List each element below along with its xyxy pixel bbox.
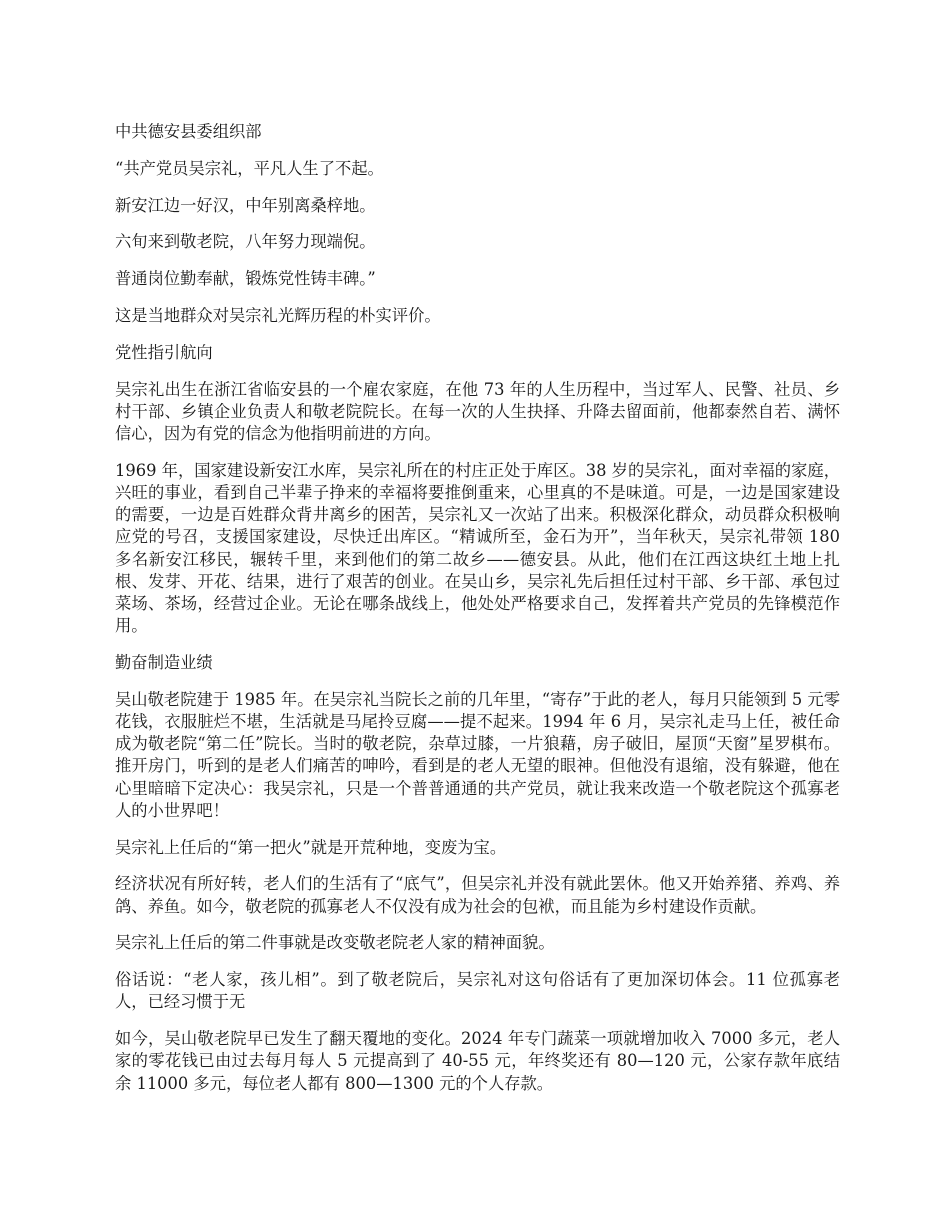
body-paragraph: 1969 年，国家建设新安江水库，吴宗礼所在的村庄正处于库区。38 岁的吴宗礼，面对幸福的家庭，兴旺的事业，看到自己半辈子挣来的幸福将要推倒重来，心里真的不是味道。可是，一边是国家建设的需要，一边是百姓群众背井离乡的困苦，吴宗礼又一次站了出来。积极深化群众，动员群众积极响应党的号召，支援国家建设，尽快迁出库区。“精诚所至，金石为开”，当年秋天，吴宗礼带领 180 多名新安江移民，辗转千里，来到他们的第二故乡——德安县。从此，他们在江西这块红土地上扎根、发芽、开花、结果，进行了艰苦的创业。在吴山乡，吴宗礼先后担任过村干部、乡干部、承包过菜场、茶场，经营过企业。无论在哪条战线上，他处处严格要求自己，发挥着共产党员的先锋模范作用。 — [115, 460, 840, 636]
body-paragraph: 这是当地群众对吴宗礼光辉历程的朴实评价。 — [115, 305, 441, 325]
poem-line: 普通岗位勤奉献，锻炼党性铸丰碑。” — [115, 269, 376, 289]
body-paragraph: 如今，吴山敬老院早已发生了翻天覆地的变化。2024 年专门蔬菜一项就增加收入 7000 多元，老人家的零花钱已由过去每月每人 5 元提高到了 40-55 元，年终奖还有 80—120 元，公家存款年底结余 11000 多元，每位老人都有 800—1300 元的个人存款。 — [115, 1029, 840, 1093]
author-line: 中共德安县委组织部 — [115, 122, 262, 141]
section-heading: 勤奋制造业绩 — [115, 653, 213, 672]
poem-line: “共产党员吴宗礼，平凡人生了不起。 — [115, 158, 384, 178]
section-heading: 党性指引航向 — [115, 342, 213, 362]
body-paragraph: 俗话说：“老人家，孩儿相”。到了敬老院后，吴宗礼对这句俗话有了更加深切体会。11 位孤寡老人，已经习惯于无 — [115, 970, 840, 1012]
poem-line: 六旬来到敬老院，八年努力现端倪。 — [115, 232, 376, 252]
document-body — [115, 121, 840, 1109]
poem-line: 新安江边一好汉，中年别离桑梓地。 — [115, 195, 376, 215]
body-paragraph: 吴山敬老院建于 1985 年。在吴宗礼当院长之前的几年里，“寄存”于此的老人，每月只能领到 5 元零花钱，衣服脏烂不堪，生活就是马尾拎豆腐——提不起来。1994 年 6 月，吴宗礼走马上任，被任命成为敬老院“第二任”院长。当时的敬老院，杂草过膝，一片狼藉，房子破旧，屋顶“天窗”星罗棋布。推开房门，听到的是老人们痛苦的呻吟，看到是的老人无望的眼神。但他没有退缩，没有躲避，他在心里暗暗下定决心：我吴宗礼，只是一个普普通通的共产党员，就让我来改造一个敬老院这个孤寡老人的小世界吧！ — [115, 689, 840, 820]
body-paragraph: 经济状况有所好转，老人们的生活有了“底气”，但吴宗礼并没有就此罢休。他又开始养猪、养鸡、养鸽、养鱼。如今，敬老院的孤寡老人不仅没有成为社会的包袱，而且能为乡村建设作贡献。 — [115, 874, 840, 916]
body-paragraph: 吴宗礼上任后的“第一把火”就是开荒种地，变废为宝。 — [115, 837, 507, 857]
body-paragraph: 吴宗礼上任后的第二件事就是改变敬老院老人家的精神面貌。 — [115, 933, 555, 953]
body-paragraph: 吴宗礼出生在浙江省临安县的一个雇农家庭，在他 73 年的人生历程中，当过军人、民警、社员、乡村干部、乡镇企业负责人和敬老院院长。在每一次的人生抉择、升降去留面前，他都泰然自若、满怀信心，因为有党的信念为他指明前进的方向。 — [115, 379, 840, 443]
